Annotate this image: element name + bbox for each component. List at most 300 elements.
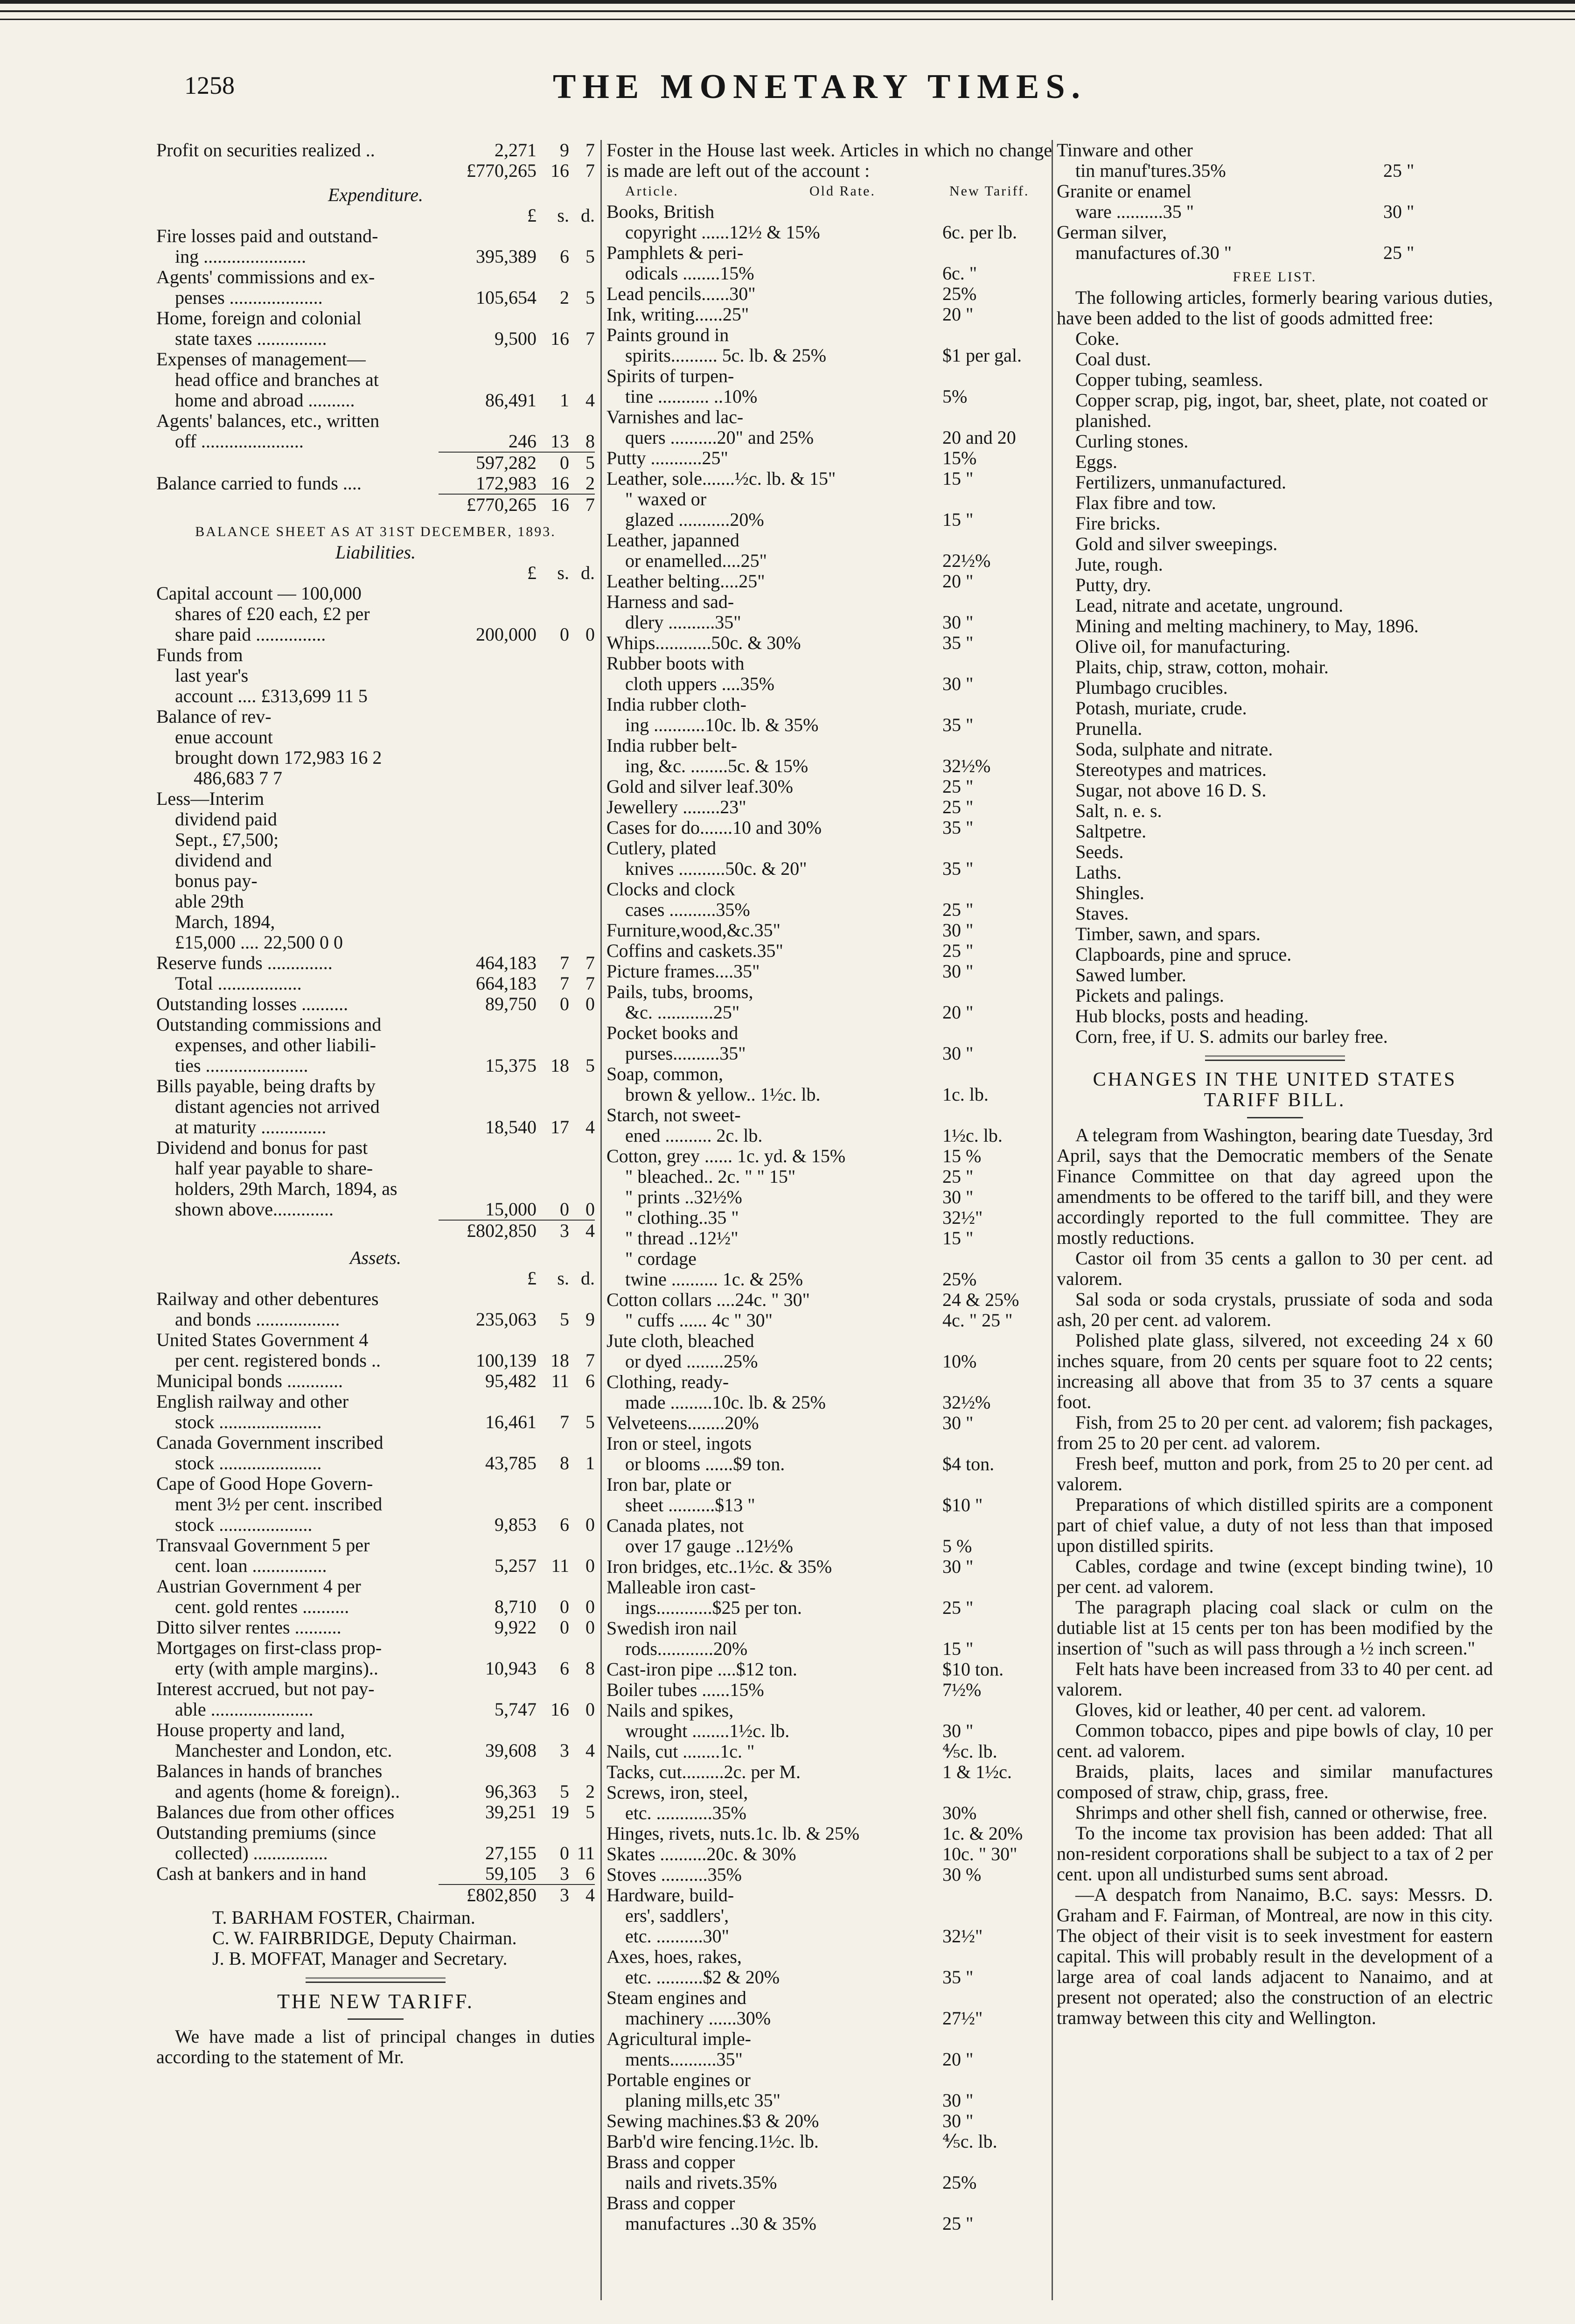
free-list-item: Seeds. xyxy=(1075,841,1124,862)
ledger-label: Agents' commissions and ex- xyxy=(156,267,375,287)
ledger-row xyxy=(156,1179,595,1199)
ledger-amount-c1: 5,257 xyxy=(495,1555,537,1576)
tariff-new-rate: 35 " xyxy=(942,632,974,653)
ledger-amount-c3: 7 xyxy=(585,328,595,349)
free-list-item: Staves. xyxy=(1075,903,1129,924)
lsd-header-3: £ s. d. xyxy=(527,1268,595,1289)
ledger-amount-c3: 7 xyxy=(585,973,595,994)
ledger-row xyxy=(156,1055,595,1076)
signature-chairman: T. BARHAM FOSTER, Chairman. xyxy=(212,1907,475,1928)
ledger-label: Total .................. xyxy=(175,973,302,994)
ledger-label: Less—Interim xyxy=(156,789,265,809)
ledger-row xyxy=(156,140,595,161)
tariff-article: Picture frames....35" xyxy=(606,961,760,982)
ledger-amount-c1: 8,710 xyxy=(495,1596,537,1617)
tariff-article: ened .......... 2c. lb. xyxy=(625,1125,763,1146)
ledger-amount-c3: 4 xyxy=(585,1117,595,1138)
tariff-new-rate: 35 " xyxy=(942,817,974,838)
tariff-article: Ink, writing......25" xyxy=(606,304,749,325)
ledger-row xyxy=(156,1453,595,1473)
ledger-label: distant agencies not arrived xyxy=(175,1096,380,1117)
tariff-article: Axes, hoes, rakes, xyxy=(606,1947,742,1967)
tariff-row xyxy=(606,325,1052,345)
tariff-article: India rubber cloth- xyxy=(606,694,746,715)
ledger-amount-c2: 0 xyxy=(537,452,569,473)
news-paragraph: Cables, cordage and twine (except binding twine), 10 per cent. ad valorem. xyxy=(1057,1556,1493,1597)
ledger-label: enue account xyxy=(175,727,273,747)
news-paragraph: Gloves, kid or leather, 40 per cent. ad valorem. xyxy=(1075,1699,1426,1720)
tariff-row xyxy=(606,797,1052,817)
tariff-new-rate: 22½% xyxy=(942,550,991,571)
ledger-row xyxy=(156,452,595,473)
tariff-article: Rubber boots with xyxy=(606,653,745,674)
ledger-amount-c2: 11 xyxy=(551,1555,569,1576)
tariff-article: or blooms ......$9 ton. xyxy=(625,1454,785,1474)
free-list-item: Olive oil, for manufacturing. xyxy=(1075,636,1290,657)
ledger-label: Municipal bonds ............ xyxy=(156,1371,343,1391)
ledger-amount-c2: 0 xyxy=(560,1596,569,1617)
tariff-article: wrought ........1½c. lb. xyxy=(625,1721,790,1741)
tariff-row xyxy=(606,1598,1052,1618)
ledger-amount-c2: 11 xyxy=(551,1370,569,1391)
tariff-new-rate: 35 " xyxy=(942,1967,974,1988)
ledger-amount-c1: 235,063 xyxy=(476,1309,537,1330)
free-list-item: Copper tubing, seamless. xyxy=(1075,369,1263,390)
tariff-article: dlery ..........35" xyxy=(625,612,741,633)
tariff-article: Furniture,wood,&c.35" xyxy=(606,920,781,941)
ledger-amount-c2: 16 xyxy=(551,473,569,494)
ledger-amount-c1: 86,491 xyxy=(485,390,537,411)
tariff-row xyxy=(606,304,1052,325)
new-tariff-paragraph: We have made a list of principal changes in duties according to the statement of Mr. xyxy=(156,2026,595,2067)
ledger-label: and bonds .................. xyxy=(175,1309,340,1330)
ledger-amount-c2: 8 xyxy=(560,1452,569,1473)
ledger-amount-c1: £802,850 xyxy=(439,1220,537,1241)
tariff-article: Clocks and clock xyxy=(606,879,735,900)
ledger-row xyxy=(156,1350,595,1371)
tariff-row xyxy=(606,1146,1052,1166)
tariff-new-rate: 1c. lb. xyxy=(942,1084,989,1105)
ledger-label: Balances due from other offices xyxy=(156,1802,395,1822)
ledger-amount-c1: 9,853 xyxy=(495,1514,537,1535)
tariff-new-rate: 25 " xyxy=(942,776,974,797)
tariff-row xyxy=(606,1207,1052,1228)
signatures xyxy=(156,1907,595,1969)
tariff-new-rate: 10c. " 30" xyxy=(942,1843,1017,1864)
tariff-row xyxy=(606,1351,1052,1372)
tariff-row xyxy=(606,407,1052,427)
ledger-amount-c3: 4 xyxy=(585,1740,595,1761)
tariff-row xyxy=(606,2193,1052,2213)
tariff-article: Barb'd wire fencing.1½c. lb. xyxy=(606,2131,819,2152)
tariff-article: or dyed ........25% xyxy=(625,1351,758,1372)
ledger-label: Transvaal Government 5 per xyxy=(156,1535,370,1556)
tariff-article: Hinges, rivets, nuts.1c. lb. & 25% xyxy=(606,1823,860,1844)
tariff-row xyxy=(606,1988,1052,2008)
ledger-amount-c2: 6 xyxy=(560,246,569,267)
ledger-amount-c1: 89,750 xyxy=(485,993,537,1014)
ledger-label: £15,000 .... 22,500 0 0 xyxy=(175,932,343,953)
ledger-amount-c2: 16 xyxy=(537,494,569,515)
tariff-article: sheet ..........$13 " xyxy=(625,1495,755,1515)
lsd-header: £ s. d. xyxy=(527,205,595,226)
ledger-amount-c1: 9,922 xyxy=(495,1617,537,1638)
column-rule-1 xyxy=(600,140,602,2300)
tariff-row xyxy=(606,900,1052,920)
tariff-article: Pails, tubs, brooms, xyxy=(606,982,753,1002)
tariff-article: Swedish iron nail xyxy=(606,1618,737,1639)
news-paragraph: Castor oil from 35 cents a gallon to 30 per cent. ad valorem. xyxy=(1057,1248,1493,1289)
tariff-article: Harness and sad- xyxy=(606,592,734,612)
tariff-new-rate: 30 " xyxy=(942,920,974,941)
ledger-amount-c2: 0 xyxy=(560,1617,569,1638)
tariff-new-rate: 7½% xyxy=(942,1679,982,1700)
ledger-label: penses .................... xyxy=(175,287,323,308)
tariff-new-rate: 20 " xyxy=(942,571,974,592)
free-list-item: Potash, muriate, crude. xyxy=(1075,698,1247,719)
ledger-amount-c3: 5 xyxy=(585,287,595,308)
ledger-label: United States Government 4 xyxy=(156,1330,369,1350)
ledger-row xyxy=(156,246,595,267)
tariff-row xyxy=(606,1803,1052,1823)
tariff-row xyxy=(606,1084,1052,1105)
tariff-article: ments..........35" xyxy=(625,2049,743,2070)
tariff-row xyxy=(606,633,1052,653)
tariff-article: Brass and copper xyxy=(606,2193,735,2213)
expenditure-table xyxy=(156,226,595,515)
tariff-row xyxy=(606,1002,1052,1023)
tariff-row xyxy=(606,1269,1052,1290)
tariff-article: odicals ........15% xyxy=(625,263,754,284)
ledger-label: able ...................... xyxy=(175,1699,314,1720)
tariff-row xyxy=(1057,181,1493,202)
tariff-row xyxy=(606,1290,1052,1310)
tariff-article: Tinware and other xyxy=(1057,140,1193,161)
ledger-amount-c2: 13 xyxy=(551,431,569,452)
news-paragraph: Common tobacco, pipes and pipe bowls of clay, 10 per cent. ad valorem. xyxy=(1057,1720,1493,1761)
ledger-amount-c2: 3 xyxy=(560,1863,569,1884)
tariff-article: manufactures ..30 & 35% xyxy=(625,2213,816,2234)
tariff-article: Gold and silver leaf.30% xyxy=(606,776,793,797)
tariff-row xyxy=(606,427,1052,448)
ledger-row xyxy=(156,994,595,1014)
tariff-article: copyright ......12½ & 15% xyxy=(625,222,820,243)
tariff-article: twine .......... 1c. & 25% xyxy=(625,1269,803,1290)
tariff-row xyxy=(606,1043,1052,1064)
ledger-row xyxy=(156,1014,595,1035)
news-paragraph: Fish, from 25 to 20 per cent. ad valorem; fish packages, from 25 to 20 per cent. ad valorem. xyxy=(1057,1412,1493,1453)
tariff-row xyxy=(606,1433,1052,1454)
tariff-new-rate: 30 " xyxy=(942,1186,974,1207)
tariff-new-rate: 5 % xyxy=(942,1535,972,1556)
tariff-row xyxy=(606,2213,1052,2234)
tariff-new-rate: 1c. & 20% xyxy=(942,1823,1023,1844)
tariff-row xyxy=(606,838,1052,858)
ledger-row xyxy=(156,912,595,932)
ledger-row xyxy=(156,1638,595,1658)
ledger-amount-c1: 9,500 xyxy=(495,328,537,349)
ledger-row xyxy=(156,1096,595,1117)
ledger-label: able 29th xyxy=(175,891,244,912)
ledger-row xyxy=(156,473,595,494)
tariff-row xyxy=(606,1556,1052,1577)
tariff-article: Iron or steel, ingots xyxy=(606,1433,752,1454)
ledger-amount-c1: 2,271 xyxy=(495,140,537,161)
ledger-amount-c1: 664,183 xyxy=(476,973,537,994)
tariff-article: Iron bridges, etc..1½c. & 35% xyxy=(606,1556,832,1577)
ledger-row xyxy=(156,1843,595,1863)
signature-deputy: C. W. FAIRBRIDGE, Deputy Chairman. xyxy=(212,1927,517,1948)
tariff-new-rate: 30 " xyxy=(942,673,974,694)
ledger-amount-c3: 7 xyxy=(585,160,595,181)
ledger-amount-c2: 0 xyxy=(560,1842,569,1863)
free-list-item: Corn, free, if U. S. admits our barley free. xyxy=(1075,1026,1388,1047)
tariff-new-rate: 4c. " 25 " xyxy=(942,1310,1013,1331)
ledger-label: Canada Government inscribed xyxy=(156,1432,383,1453)
ledger-label: bonus pay- xyxy=(175,871,258,891)
ledger-row xyxy=(156,706,595,727)
ledger-row xyxy=(156,665,595,686)
ledger-row xyxy=(156,809,595,830)
ledger-amount-c2: 18 xyxy=(551,1055,569,1076)
free-list-item: Laths. xyxy=(1075,862,1122,883)
free-list-item: Saltpetre. xyxy=(1075,821,1147,842)
tariff-article: Cases for do.......10 and 30% xyxy=(606,817,822,838)
tariff-row xyxy=(606,961,1052,982)
tariff-row xyxy=(606,1700,1052,1721)
news-paragraph: Fresh beef, mutton and pork, from 25 to 20 per cent. ad valorem. xyxy=(1057,1453,1493,1494)
ledger-amount-c3: 5 xyxy=(585,1055,595,1076)
tariff-row xyxy=(606,653,1052,674)
tariff-article: Pamphlets & peri- xyxy=(606,243,744,263)
free-list-item: Salt, n. e. s. xyxy=(1075,800,1162,821)
tariff-row xyxy=(1057,222,1493,243)
ledger-label: ing ...................... xyxy=(175,246,307,267)
new-tariff-heading: THE NEW TARIFF. xyxy=(277,1990,474,2013)
tariff-row xyxy=(606,2029,1052,2049)
tariff-article: Granite or enamel xyxy=(1057,181,1192,202)
tariff-article: Canada plates, not xyxy=(606,1515,744,1536)
tariff-row xyxy=(606,674,1052,694)
free-list-item: Clapboards, pine and spruce. xyxy=(1075,944,1292,965)
ledger-row xyxy=(156,1412,595,1432)
tariff-row xyxy=(606,1659,1052,1680)
ledger-amount-c1: 10,943 xyxy=(485,1658,537,1679)
tariff-new-rate: 30 " xyxy=(942,2090,974,2111)
tariff-article: Leather, sole.......½c. lb. & 15" xyxy=(606,468,836,489)
ledger-row xyxy=(156,830,595,850)
ledger-label: Manchester and London, etc. xyxy=(175,1740,392,1761)
ledger-label: Sept., £7,500; xyxy=(175,830,279,850)
ledger-amount-c3: 8 xyxy=(585,431,595,452)
ledger-label: Profit on securities realized .. xyxy=(156,140,375,161)
free-list-item: Gold and silver sweepings. xyxy=(1075,533,1278,554)
tariff-article: " cordage xyxy=(625,1249,697,1269)
free-list-item: Coke. xyxy=(1075,328,1120,349)
tariff-new-rate: 25 " xyxy=(942,940,974,961)
ledger-label: stock .................... xyxy=(175,1514,313,1535)
ledger-label: per cent. registered bonds .. xyxy=(175,1350,381,1371)
tariff-new-rate: 30 " xyxy=(942,961,974,982)
tariff-new-rate: 25% xyxy=(942,2172,977,2193)
news-paragraph: A telegram from Washington, bearing date Tuesday, 3rd April, says that the Democratic members of the Senate Finance Committee on that day agreed upon the amendments to be offered to the tariff bill, and they were accordingly reported to the full committee. They are mostly reductions. xyxy=(1057,1124,1493,1248)
tariff-new-rate: 32½% xyxy=(942,1392,991,1413)
ledger-amount-c3: 5 xyxy=(569,452,595,473)
ledger-amount-c1: 15,000 xyxy=(485,1199,537,1220)
ledger-row xyxy=(156,1802,595,1822)
tariff-article: tine ........... ..10% xyxy=(625,386,758,407)
tariff-article: Jute cloth, bleached xyxy=(606,1331,754,1351)
tariff-row xyxy=(606,1105,1052,1125)
ledger-amount-c3: 0 xyxy=(585,993,595,1014)
ledger-amount-c3: 11 xyxy=(577,1842,595,1863)
tariff-article: Coffins and caskets.35" xyxy=(606,941,783,961)
tariff-new-rate: 30 % xyxy=(942,1864,982,1885)
ledger-amount-c3: 0 xyxy=(585,1699,595,1720)
ledger-amount-c2: 6 xyxy=(560,1658,569,1679)
ledger-amount-c1: £802,850 xyxy=(439,1884,537,1905)
tariff-article: quers ..........20" and 25% xyxy=(625,427,814,448)
news-paragraph: Sal soda or soda crystals, prussiate of soda and soda ash, 20 per cent. ad valorem. xyxy=(1057,1289,1493,1330)
ledger-row xyxy=(156,1076,595,1096)
tariff-row xyxy=(606,2152,1052,2172)
tariff-row xyxy=(606,1310,1052,1331)
tariff-article: Skates ..........20c. & 30% xyxy=(606,1844,796,1864)
tariff-article: ing ...........10c. lb. & 35% xyxy=(625,715,819,735)
ledger-label: Home, foreign and colonial xyxy=(156,308,362,328)
tariff-new-rate: 6c. " xyxy=(942,263,977,284)
free-list-item: Timber, sawn, and spars. xyxy=(1075,923,1261,944)
tariff-row xyxy=(606,2172,1052,2193)
ledger-row xyxy=(156,645,595,665)
tariff-article: rods............20% xyxy=(625,1639,748,1659)
free-list-item: Curling stones. xyxy=(1075,431,1189,452)
ledger-amount-c1: 59,105 xyxy=(485,1863,537,1884)
ledger-row xyxy=(156,370,595,390)
free-list-item: Plaits, chip, straw, cotton, mohair. xyxy=(1075,656,1329,677)
divider-short xyxy=(1247,1117,1303,1118)
ledger-row xyxy=(156,727,595,747)
tariff-row xyxy=(606,1823,1052,1844)
tariff-row xyxy=(606,1864,1052,1885)
ledger-amount-c3: 4 xyxy=(585,390,595,411)
tariff-article: Leather belting....25" xyxy=(606,571,765,592)
tariff-new-rate: 25 " xyxy=(1383,160,1415,181)
ledger-row xyxy=(156,1617,595,1638)
ledger-label: last year's xyxy=(175,665,249,686)
tariff-row xyxy=(606,468,1052,489)
ledger-amount-c1: 597,282 xyxy=(439,452,537,473)
ledger-label: Expenses of management— xyxy=(156,349,366,370)
ledger-row xyxy=(156,1158,595,1179)
tariff-new-rate: 25 " xyxy=(942,2213,974,2234)
tariff-new-rate: 35 " xyxy=(942,858,974,879)
ledger-amount-c1: 395,389 xyxy=(476,246,537,267)
ledger-amount-c1: 100,139 xyxy=(476,1350,537,1371)
ledger-row xyxy=(156,1220,595,1241)
tariff-new-rate: 5% xyxy=(942,386,968,407)
tariff-article: brown & yellow.. 1½c. lb. xyxy=(625,1084,821,1105)
tariff-article: knives ..........50c. & 20" xyxy=(625,858,807,879)
ledger-amount-c2: 3 xyxy=(537,1884,569,1905)
ledger-label: cent. loan ................ xyxy=(175,1556,327,1576)
ledger-amount-c3: 0 xyxy=(585,1555,595,1576)
ledger-row xyxy=(156,1822,595,1843)
ledger-row xyxy=(156,431,595,452)
tariff-new-rate: 15 " xyxy=(942,509,974,530)
tariff-article: spirits.......... 5c. lb. & 25% xyxy=(625,345,827,366)
tariff-row xyxy=(606,1680,1052,1700)
top-rule-2 xyxy=(0,10,1575,12)
ledger-row xyxy=(156,583,595,604)
ledger-amount-c2: 19 xyxy=(551,1801,569,1822)
expenditure-heading: Expenditure. xyxy=(328,184,423,205)
tariff-new-rate: 25 " xyxy=(1383,242,1415,263)
ledger-row xyxy=(156,1720,595,1740)
ledger-row xyxy=(156,1494,595,1514)
liabilities-table xyxy=(156,583,595,1241)
ledger-amount-c1: 464,183 xyxy=(476,952,537,973)
tariff-new-rate: 20 " xyxy=(942,2049,974,2070)
tariff-article: tin manuf'tures.35% xyxy=(1075,161,1226,181)
tariff-new-rate: 15 " xyxy=(942,1228,974,1249)
tariff-row xyxy=(606,735,1052,756)
tariff-article: Whips............50c. & 30% xyxy=(606,633,801,653)
ledger-row xyxy=(156,1035,595,1055)
tariff-new-rate: 15 % xyxy=(942,1145,982,1166)
ledger-label: at maturity .............. xyxy=(175,1117,327,1138)
tariff-row xyxy=(606,1474,1052,1495)
ledger-amount-c1: 95,482 xyxy=(485,1370,537,1391)
tariff-article: planing mills,etc 35" xyxy=(625,2090,781,2111)
tariff-new-rate: 32½" xyxy=(942,1207,983,1228)
page-header xyxy=(0,65,1575,121)
divider-short xyxy=(348,2018,404,2020)
ledger-label: brought down 172,983 16 2 xyxy=(175,747,382,768)
tariff-row xyxy=(606,1762,1052,1782)
tariff-article: Tacks, cut.........2c. per M. xyxy=(606,1762,801,1782)
tariff-table xyxy=(606,202,1052,2234)
ledger-amount-c3: 1 xyxy=(585,1452,595,1473)
tariff-article: Books, British xyxy=(606,202,715,222)
ledger-label: Austrian Government 4 per xyxy=(156,1576,361,1597)
ledger-row xyxy=(156,1658,595,1679)
ledger-label: home and abroad .......... xyxy=(175,390,355,411)
tariff-row xyxy=(606,941,1052,961)
ledger-label: Dividend and bonus for past xyxy=(156,1138,368,1158)
tariff-article: cases ..........35% xyxy=(625,900,750,920)
tariff-new-rate: 25% xyxy=(942,1269,977,1290)
ledger-amount-c3: 7 xyxy=(585,952,595,973)
tariff-article: ing, &c. ........5c. & 15% xyxy=(625,756,808,776)
ledger-row xyxy=(156,390,595,411)
divider xyxy=(1205,1055,1345,1061)
ledger-amount-c3: 5 xyxy=(585,246,595,267)
tariff-row xyxy=(606,284,1052,304)
tariff-row xyxy=(606,1166,1052,1187)
tariff-article: Jewellery ........23" xyxy=(606,797,746,817)
tariff-article: Spirits of turpen- xyxy=(606,366,734,386)
tariff-article: Stoves ..........35% xyxy=(606,1864,742,1885)
ledger-amount-c1: 27,155 xyxy=(485,1842,537,1863)
tariff-new-rate: 20 and 20 xyxy=(942,427,1016,448)
news-paragraph: The paragraph placing coal slack or culm on the dutiable list at 15 cents per ton has been modified by the insertion of "such as will pass through a ½ inch screen." xyxy=(1057,1597,1493,1659)
tariff-row xyxy=(606,1249,1052,1269)
tariff-new-rate: $4 ton. xyxy=(942,1453,995,1474)
free-list-item: Jute, rough. xyxy=(1075,554,1163,575)
tariff-intro: Foster in the House last week. Articles in which no change is made are left out of the account : xyxy=(606,140,1052,181)
tariff-article: Brass and copper xyxy=(606,2152,735,2172)
